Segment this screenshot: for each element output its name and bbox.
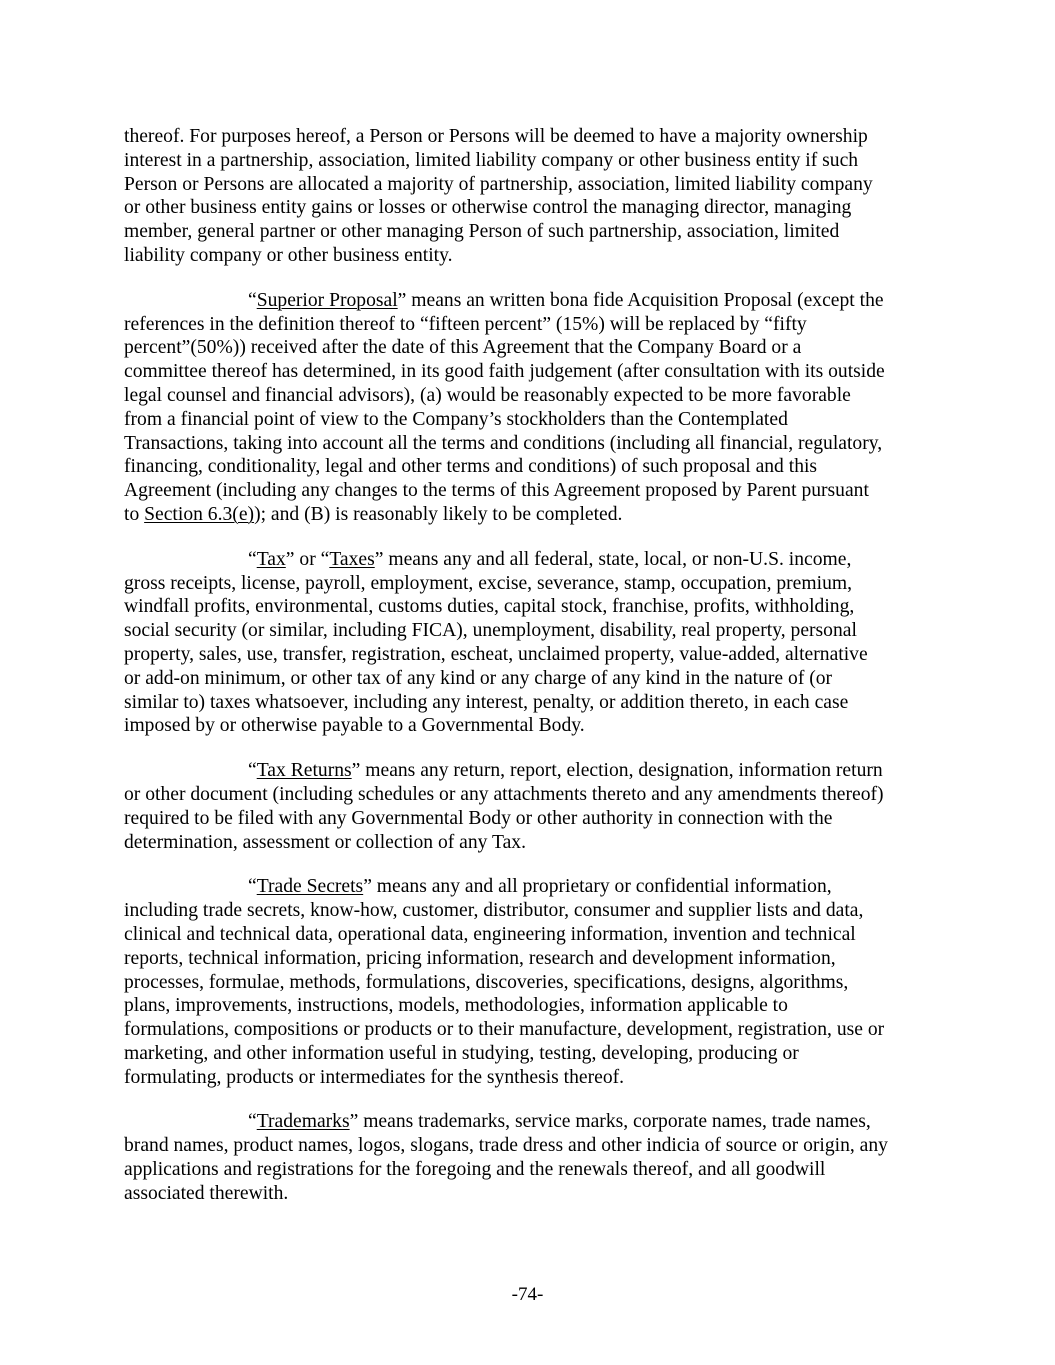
open-quote: “ — [248, 760, 257, 782]
definition-first-line — [124, 549, 851, 570]
definition-intro: ” means any and all proprietary or confidential information, — [363, 876, 832, 898]
defined-term: Taxes — [329, 548, 375, 570]
definition-body: brand names, product names, logos, slogans, trade dress and other indicia of source or origin, any applications and registrations for the foregoing and the renewals thereof, and all goodwill associated therewith. — [124, 1135, 888, 1204]
continuation-line: or other business entity gains or losses or otherwise control the managing director, managing — [124, 197, 852, 219]
continuation-line: interest in a partnership, association, limited liability company or other business entity if such — [124, 149, 859, 171]
open-quote: “ — [248, 876, 257, 898]
definition-body: including trade secrets, know-how, customer, distributor, consumer and supplier lists and data, clinical and technical data, operational data, engineering information, invention and technical reports, technical information, pricing information, research and development information, processes, formulae, methods, formulations, discoveries, specifications, designs, algorithms, plans, improvements, instructions, models, methodologies, information applicable to formulations, compositions or products or to their manufacture, development, registration, use or marketing, and other information useful in studying, testing, developing, producing or formulating, products or intermediates for the synthesis thereof. — [124, 900, 885, 1088]
defined-term: Trade Secrets — [256, 876, 364, 898]
definition-tail: ); and (B) is reasonably likely to be completed. — [254, 503, 623, 525]
defined-term: Superior Proposal — [256, 289, 398, 311]
continuation-line: liability company or other business entity. — [124, 244, 453, 266]
section-reference: Section 6.3(e) — [144, 503, 255, 525]
definition-body: gross receipts, license, payroll, employment, excise, severance, stamp, occupation, premium, windfall profits, environmental, customs duties, capital stock, franchise, profits, withholding, social security (or similar, including FICA), unemployment, disability, real property, personal property, sales, use, transfer, registration, escheat, unclaimed property, value-added, alternative or add-on minimum, or other tax of any kind or any charge of any kind in the nature of (or similar to) taxes whatsoever, including any interest, penalty, or addition thereto, in each case imposed by or otherwise payable to a Governmental Body. — [124, 572, 868, 737]
definition-tax — [124, 548, 934, 738]
term-separator: ” or “ — [285, 548, 330, 570]
document-page — [124, 125, 934, 1206]
open-quote: “ — [248, 1111, 257, 1133]
definition-trade-secrets — [124, 875, 934, 1089]
open-quote: “ — [248, 548, 257, 570]
continuation-line: member, general partner or other managing Person of such partnership, association, limited — [124, 221, 840, 243]
continuation-line: Person or Persons are allocated a majority of partnership, association, limited liability company — [124, 173, 873, 195]
defined-term: Tax — [256, 548, 286, 570]
definition-first-line — [124, 760, 883, 781]
page-number: -74- — [511, 1284, 544, 1305]
continuation-line: thereof. For purposes hereof, a Person or Persons will be deemed to have a majority ownership — [124, 126, 868, 147]
definition-intro: ” means any and all federal, state, local, or non-U.S. income, — [374, 548, 852, 570]
definition-body: or other document (including schedules or any attachments thereto and any amendments thereof) required to be filed with any Governmental Body or other authority in connection with the determination, assessment or collection of any Tax. — [124, 783, 884, 853]
defined-term: Tax Returns — [256, 760, 352, 782]
definition-trademarks — [124, 1110, 934, 1205]
definition-intro: ” means an written bona fide Acquisition Proposal (except the — [397, 289, 884, 311]
paragraph-continuation — [124, 125, 934, 268]
open-quote: “ — [248, 289, 257, 311]
definition-body: references in the definition thereof to “fifteen percent” (15%) will be replaced by “fifty percent”(50%)) received after the date of this Agreement that the Company Board or a committee thereof has determined, in its good faith judgement (after consultation with its outside legal counsel and financial advisors), (a) would be reasonably expected to be more favorable from a financial point of view to the Company’s stockholders than the Contemplated Transactions, taking into account all the terms and conditions (including all financial, regulatory, financing, conditionality, legal and other terms and conditions) of such proposal and this Agreement (including any changes to the terms of this Agreement proposed by Parent pursuant to — [124, 313, 885, 525]
definition-superior-proposal — [124, 289, 934, 527]
definition-first-line — [124, 876, 832, 897]
definition-intro: ” means trademarks, service marks, corporate names, trade names, — [349, 1111, 871, 1133]
definition-first-line — [124, 1111, 871, 1132]
definition-first-line — [124, 290, 884, 311]
defined-term: Trademarks — [256, 1111, 350, 1133]
definition-tax-returns — [124, 759, 934, 854]
definition-intro: ” means any return, report, election, designation, information return — [351, 760, 883, 782]
